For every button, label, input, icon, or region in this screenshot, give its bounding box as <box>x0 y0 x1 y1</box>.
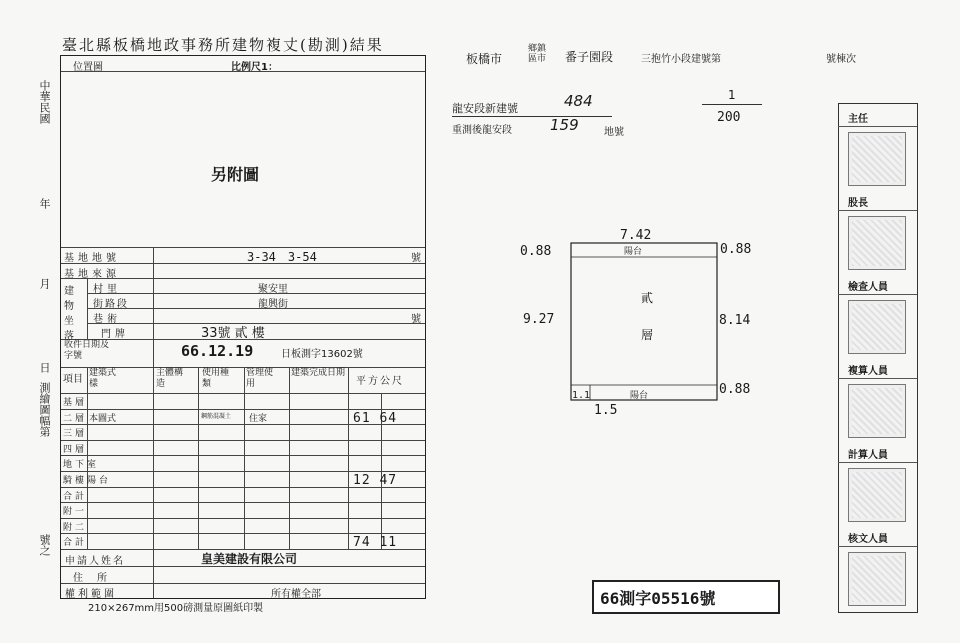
subdistrict-text: 三抱竹小段建號第 <box>641 54 721 65</box>
address-label: 住所 <box>73 573 121 584</box>
approval-seal <box>848 132 906 186</box>
stamp-text: 66測字05516號 <box>600 589 716 608</box>
table-row-item: 合計 <box>63 538 88 549</box>
district-text: 番子園段 <box>565 50 614 64</box>
header-use: 使用種類 <box>202 368 230 389</box>
table-row-area: 74 11 <box>353 535 398 551</box>
header-completed: 建築完成日期 <box>291 368 346 378</box>
table-row-item: 騎樓陽台 <box>63 476 112 486</box>
plan-right-height: 8.14 <box>719 313 751 328</box>
plan-left-top: 0.88 <box>520 244 552 259</box>
see-attachment-text: 另附圖 <box>211 165 260 184</box>
street-value: 龍興街 <box>258 299 288 310</box>
approval-label: 核文人員 <box>848 534 888 545</box>
survey-form <box>60 55 426 599</box>
plan-right-bottom: 0.88 <box>719 382 751 397</box>
approval-label: 檢查人員 <box>848 282 888 293</box>
table-row-area: 12 47 <box>353 473 398 488</box>
applicant-label: 申請人姓名 <box>65 556 125 567</box>
table-row-structure: 鋼筋混凝土 <box>201 412 232 420</box>
approval-seal <box>848 300 906 354</box>
header-area: 平方公尺 <box>356 376 404 387</box>
received-label: 收件日期及字號 <box>64 340 110 361</box>
plan-bottom-left: 1.1 <box>572 390 591 401</box>
approval-label: 股長 <box>848 198 868 209</box>
village-label: 村里 <box>93 284 121 295</box>
table-row-item: 附一 <box>63 507 88 518</box>
approval-seal <box>848 216 906 270</box>
received-number: 日板測字13602號 <box>281 349 363 360</box>
table-row-item: 附二 <box>63 522 88 533</box>
land-suffix: 地號 <box>604 127 624 138</box>
header-style: 建築式樣 <box>89 368 117 389</box>
plan-bottom-dim: 1.5 <box>594 403 618 418</box>
plan-right-top: 0.88 <box>720 242 752 257</box>
applicant-value: 皇美建設有限公司 <box>201 552 298 566</box>
scale-denominator: 200 <box>717 110 741 125</box>
side-label-number: 號之 <box>38 534 51 556</box>
side-label-month: 月 <box>38 278 51 289</box>
table-row-use: 住家 <box>249 413 268 424</box>
plan-bottom-balcony: 陽台 <box>630 391 649 401</box>
side-label-year: 年 <box>38 198 51 209</box>
approval-seal <box>848 552 906 606</box>
approval-label: 計算人員 <box>848 450 888 461</box>
scale-label: 比例尺1： <box>231 62 278 73</box>
town-type-text: 鄉鎮區市 <box>528 44 547 64</box>
lot-value: 3-34 3-54 <box>247 250 317 264</box>
rights-label: 權利範圍 <box>65 589 117 600</box>
plan-top-dim: 7.42 <box>620 228 652 243</box>
footer-note: 210×267mm用500磅測量原圖紙印製 <box>88 603 264 614</box>
header-item: 項目 <box>63 374 83 385</box>
document-title: 臺北縣板橋地政事務所建物複丈(勘測)結果 <box>62 36 384 54</box>
lot-suffix: 號 <box>411 253 421 264</box>
table-row-item: 基層 <box>63 398 88 408</box>
plan-floor-label-1: 貳 <box>641 291 654 305</box>
city-text: 板橋市 <box>466 52 503 66</box>
table-row-area: 61 64 <box>353 410 398 426</box>
table-row-style: 本圖式 <box>89 413 117 424</box>
table-row-item: 三層 <box>63 429 88 440</box>
scale-numerator: 1 <box>728 88 736 102</box>
approval-label: 主任 <box>848 114 868 125</box>
rights-value: 所有權全部 <box>271 589 321 600</box>
village-value: 聚安里 <box>258 284 288 295</box>
side-label-era: 中華民國 <box>38 80 51 124</box>
table-row-item: 合計 <box>63 491 88 502</box>
side-label-sheet: 測繪圖幅第 <box>38 382 51 437</box>
lane-suffix: 號 <box>411 314 421 325</box>
side-label-day: 日 <box>38 362 51 373</box>
table-row-item: 地下室 <box>63 460 100 471</box>
approval-label: 複算人員 <box>848 366 888 377</box>
door-label: 門牌 <box>101 329 129 340</box>
land-label: 重測後龍安段 <box>452 125 512 136</box>
plan-top-balcony: 陽台 <box>624 247 643 257</box>
header-manage: 管理使用 <box>246 368 274 389</box>
new-building-value: 484 <box>564 92 593 110</box>
header-structure: 主體構造 <box>156 368 184 389</box>
table-row-item: 四層 <box>63 444 88 455</box>
plan-floor-label-2: 層 <box>641 328 654 342</box>
door-value: 33號 貳 樓 <box>201 326 265 341</box>
approval-seal <box>848 468 906 522</box>
new-building-label: 龍安段新建號 <box>452 102 518 115</box>
plan-left-height: 9.27 <box>523 312 555 327</box>
table-row-item: 二層 <box>63 413 88 424</box>
approval-seal <box>848 384 906 438</box>
lot-label: 基地地號 <box>64 253 120 264</box>
location-map-label: 位置圖 <box>73 62 103 73</box>
street-label: 街路段 <box>93 299 129 310</box>
lane-label: 巷術 <box>93 314 121 325</box>
location-group-label: 建物坐落 <box>64 286 74 342</box>
building-number-label: 號棟次 <box>826 54 856 65</box>
survey-stamp <box>592 580 780 614</box>
received-date: 66.12.19 <box>181 342 254 360</box>
source-label: 基地來源 <box>64 269 120 280</box>
land-value: 159 <box>550 116 579 134</box>
